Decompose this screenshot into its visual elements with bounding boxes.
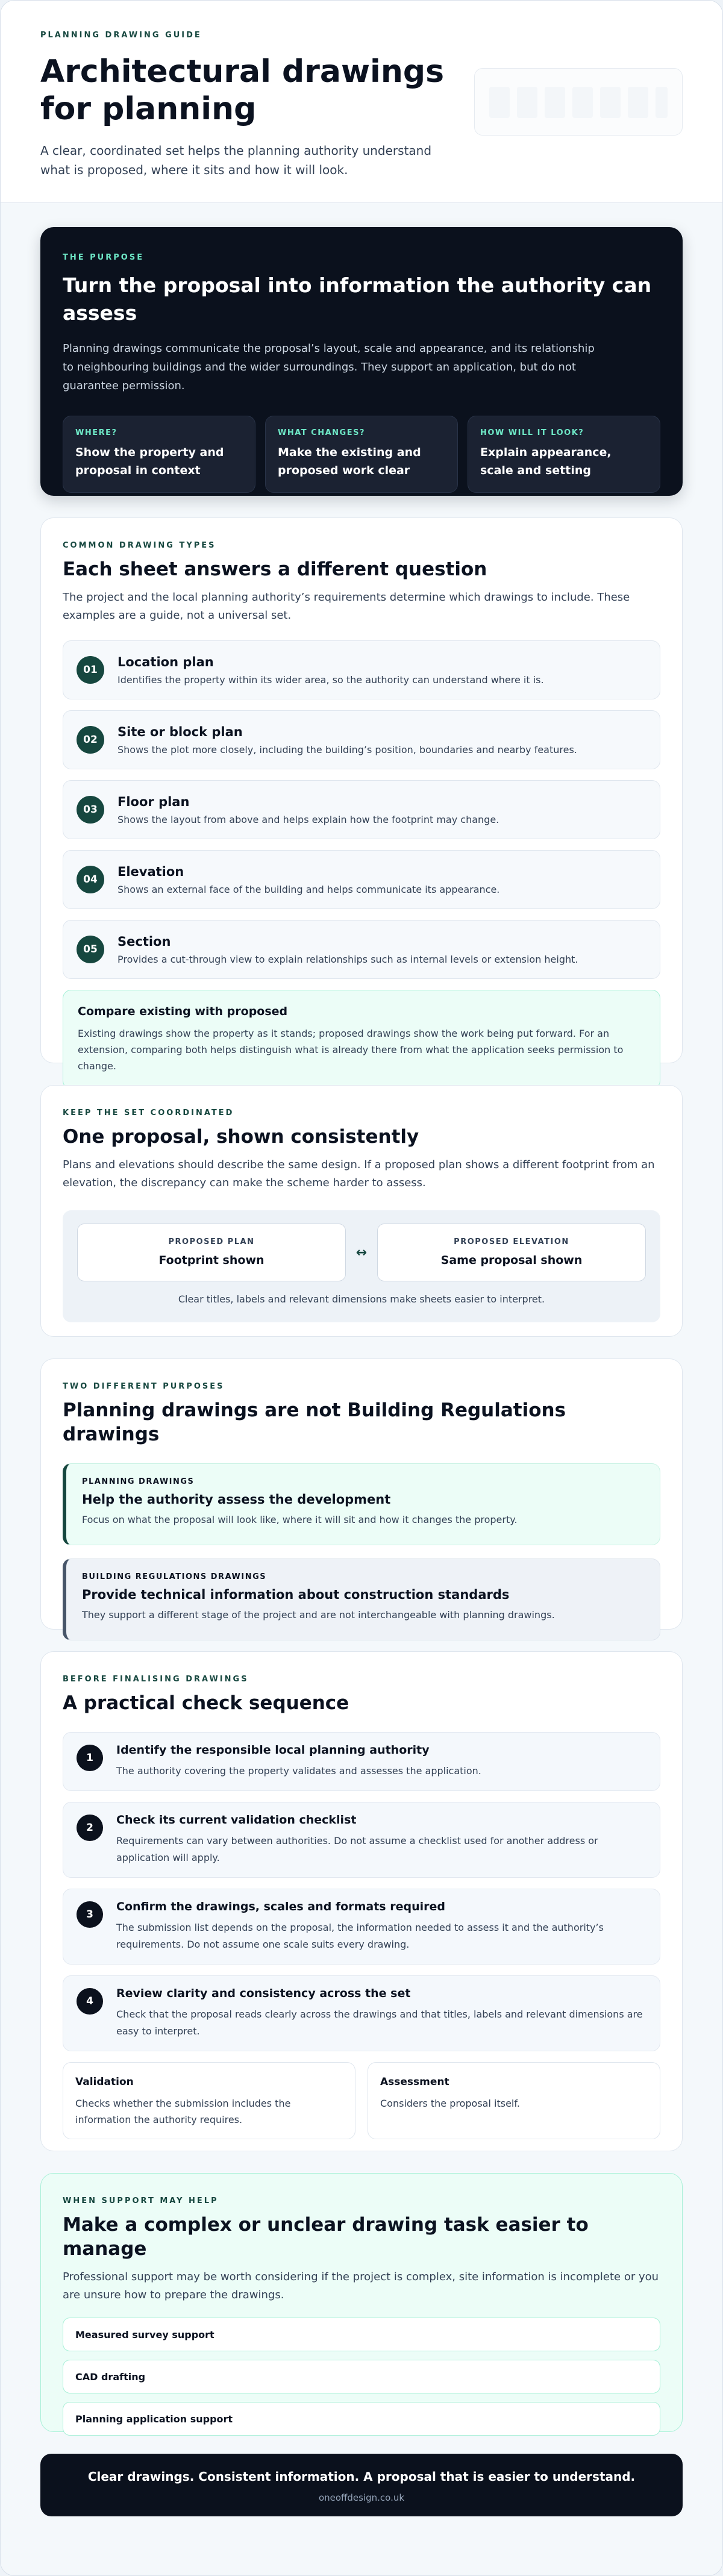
step-number-badge: 2 xyxy=(77,1815,103,1841)
proposed-elevation-box xyxy=(377,1224,646,1281)
box-title: Assessment xyxy=(380,2076,449,2088)
box-label: BUILDING REGULATIONS DRAWINGS xyxy=(82,1572,267,1581)
support-title: Make a complex or unclear drawing task easier to manage xyxy=(63,2214,589,2260)
compare-callout xyxy=(63,990,660,1089)
footer-site-link[interactable]: oneoffdesign.co.uk xyxy=(318,2492,405,2503)
box-title: Provide technical information about construction standards xyxy=(82,1587,510,1602)
support-eyebrow: WHEN SUPPORT MAY HELP xyxy=(63,2196,219,2206)
support-list xyxy=(63,2318,660,2436)
main-content xyxy=(1,203,722,2516)
step-number-badge: 3 xyxy=(77,1901,103,1928)
tile-label: WHERE? xyxy=(75,428,117,437)
proposed-plan-box xyxy=(77,1224,346,1281)
coordinated-lead: Plans and elevations should describe the same design. If a proposed plan shows a different footprint from an elevation, the discrepancy can make the scheme harder to assess. xyxy=(63,1158,655,1189)
item-title: Location plan xyxy=(117,654,214,669)
box-label: PROPOSED PLAN xyxy=(168,1237,255,1246)
page-title: Architectural drawings for planning xyxy=(40,54,445,127)
purpose-tile-where xyxy=(63,416,255,493)
purpose-tile-how-look xyxy=(468,416,660,493)
item-number-badge: 02 xyxy=(77,726,104,754)
purpose-tile-what-changes xyxy=(265,416,458,493)
drawing-types-eyebrow: COMMON DRAWING TYPES xyxy=(63,541,216,550)
box-desc: They support a different stage of the project and are not interchangeable with planning drawings. xyxy=(82,1609,555,1621)
step-desc: The submission list depends on the proposal, the information needed to assess it and the authority’s requirements. Do not assume one scale suits every drawing. xyxy=(116,1922,604,1950)
step-number-badge: 4 xyxy=(77,1988,103,2015)
box-desc: Considers the proposal itself. xyxy=(380,2098,520,2109)
item-title: Elevation xyxy=(117,864,184,879)
purposes-title: Planning drawings are not Building Regulations drawings xyxy=(63,1399,566,1445)
item-title: Site or block plan xyxy=(117,724,243,739)
purpose-title: Turn the proposal into information the authority can assess xyxy=(63,274,652,325)
assessment-box xyxy=(368,2062,660,2139)
coordinated-eyebrow: KEEP THE SET COORDINATED xyxy=(63,1108,234,1118)
list-item xyxy=(63,1802,660,1878)
step-title: Review clarity and consistency across the set xyxy=(116,1987,411,2000)
box-label: PROPOSED ELEVATION xyxy=(454,1237,569,1246)
list-item xyxy=(63,1975,660,2051)
tile-label: HOW WILL IT LOOK? xyxy=(480,428,584,437)
list-item xyxy=(63,640,660,699)
item-title: Floor plan xyxy=(117,794,190,809)
tile-text: Explain appearance, scale and setting xyxy=(480,446,612,477)
box-desc: Focus on what the proposal will look like, where it will sit and how it changes the property. xyxy=(82,1514,518,1525)
page-footer xyxy=(40,2454,683,2516)
box-title: Help the authority assess the development xyxy=(82,1492,391,1507)
purpose-eyebrow: THE PURPOSE xyxy=(63,253,145,262)
header-illustration xyxy=(474,68,683,136)
support-section xyxy=(40,2173,683,2432)
tile-text: Make the existing and proposed work clear xyxy=(278,446,421,477)
validation-box xyxy=(63,2062,355,2139)
item-number-badge: 01 xyxy=(77,656,104,684)
drawing-types-lead: The project and the local planning authority’s requirements determine which drawings to include. These examples are a guide, not a universal set. xyxy=(63,591,630,622)
item-desc: Shows an external face of the building and helps communicate its appearance. xyxy=(117,883,500,895)
coordinated-title: One proposal, shown consistently xyxy=(63,1126,419,1148)
double-arrow-icon: ↔ xyxy=(355,1245,368,1260)
check-list xyxy=(63,1732,660,2051)
compare-title: Compare existing with proposed xyxy=(78,1005,288,1018)
step-desc: Check that the proposal reads clearly across the drawings and that titles, labels and relevant dimensions are easy to interpret. xyxy=(116,2009,643,2037)
item-number-badge: 03 xyxy=(77,796,104,824)
purposes-eyebrow: TWO DIFFERENT PURPOSES xyxy=(63,1382,225,1391)
drawing-types-title: Each sheet answers a different question xyxy=(63,558,487,580)
purpose-tiles xyxy=(63,416,660,493)
support-item-measured-survey[interactable]: Measured survey support xyxy=(63,2318,660,2351)
list-item xyxy=(63,1889,660,1965)
item-desc: Shows the plot more closely, including the building’s position, boundaries and nearby features. xyxy=(117,743,577,755)
two-purposes-section xyxy=(40,1358,683,1630)
validation-assessment-grid xyxy=(63,2062,660,2139)
list-item xyxy=(63,850,660,909)
step-title: Identify the responsible local planning authority xyxy=(116,1743,430,1757)
checks-eyebrow: BEFORE FINALISING DRAWINGS xyxy=(63,1675,249,1684)
purpose-section xyxy=(40,227,683,496)
box-title: Validation xyxy=(75,2076,134,2088)
step-title: Check its current validation checklist xyxy=(116,1813,357,1827)
box-label: PLANNING DRAWINGS xyxy=(82,1477,195,1486)
box-value: Same proposal shown xyxy=(440,1254,583,1267)
coordination-note: Clear titles, labels and relevant dimensions make sheets easier to interpret. xyxy=(178,1293,545,1305)
item-number-badge: 04 xyxy=(77,866,104,893)
support-lead: Professional support may be worth considering if the project is complex, site information is incomplete or you are unsure how to prepare the drawings. xyxy=(63,2271,659,2301)
list-item xyxy=(63,710,660,769)
step-number-badge: 1 xyxy=(77,1745,103,1771)
support-item-cad-drafting[interactable]: CAD drafting xyxy=(63,2360,660,2393)
footer-tagline: Clear drawings. Consistent information. A proposal that is easier to understand. xyxy=(87,2469,636,2484)
purpose-lead: Planning drawings communicate the proposal’s layout, scale and appearance, and its relationship to neighbouring buildings and the wider surroundings. They support an application, but do not guarantee permission. xyxy=(63,342,595,392)
item-desc: Provides a cut-through view to explain relationships such as internal levels or extension height. xyxy=(117,953,578,965)
page-header xyxy=(1,1,722,203)
item-desc: Shows the layout from above and helps explain how the footprint may change. xyxy=(117,813,499,825)
item-desc: Identifies the property within its wider area, so the authority can understand where it is. xyxy=(117,674,544,686)
tile-text: Show the property and proposal in context xyxy=(75,446,224,477)
step-title: Confirm the drawings, scales and formats required xyxy=(116,1900,445,1913)
coordination-diagram xyxy=(63,1210,660,1322)
list-item xyxy=(63,780,660,839)
list-item xyxy=(63,920,660,979)
list-item xyxy=(63,1732,660,1791)
tile-label: WHAT CHANGES? xyxy=(278,428,365,437)
drawing-types-section xyxy=(40,517,683,1072)
box-desc: Checks whether the submission includes the information the authority requires. xyxy=(75,2098,291,2125)
header-eyebrow: PLANNING DRAWING GUIDE xyxy=(40,31,202,40)
step-desc: The authority covering the property validates and assesses the application. xyxy=(116,1765,481,1777)
item-title: Section xyxy=(117,934,171,949)
header-intro: A clear, coordinated set helps the planning authority understand what is proposed, where it sits and how it will look. xyxy=(40,143,432,177)
compare-desc: Existing drawings show the property as it stands; proposed drawings show the work being put forward. For an extension, comparing both helps distinguish what is already there from what the application seeks permission to change. xyxy=(78,1028,624,1072)
box-value: Footprint shown xyxy=(158,1254,264,1267)
checks-title: A practical check sequence xyxy=(63,1692,349,1714)
item-number-badge: 05 xyxy=(77,936,104,963)
step-desc: Requirements can vary between authorities. Do not assume a checklist used for another address or application will apply. xyxy=(116,1835,598,1863)
drawing-types-list xyxy=(63,640,660,979)
check-sequence-section xyxy=(40,1651,683,2151)
planning-drawings-box xyxy=(63,1463,660,1545)
support-item-planning-application[interactable]: Planning application support xyxy=(63,2402,660,2436)
building-regs-box xyxy=(63,1558,660,1640)
coordinated-section xyxy=(40,1085,683,1337)
